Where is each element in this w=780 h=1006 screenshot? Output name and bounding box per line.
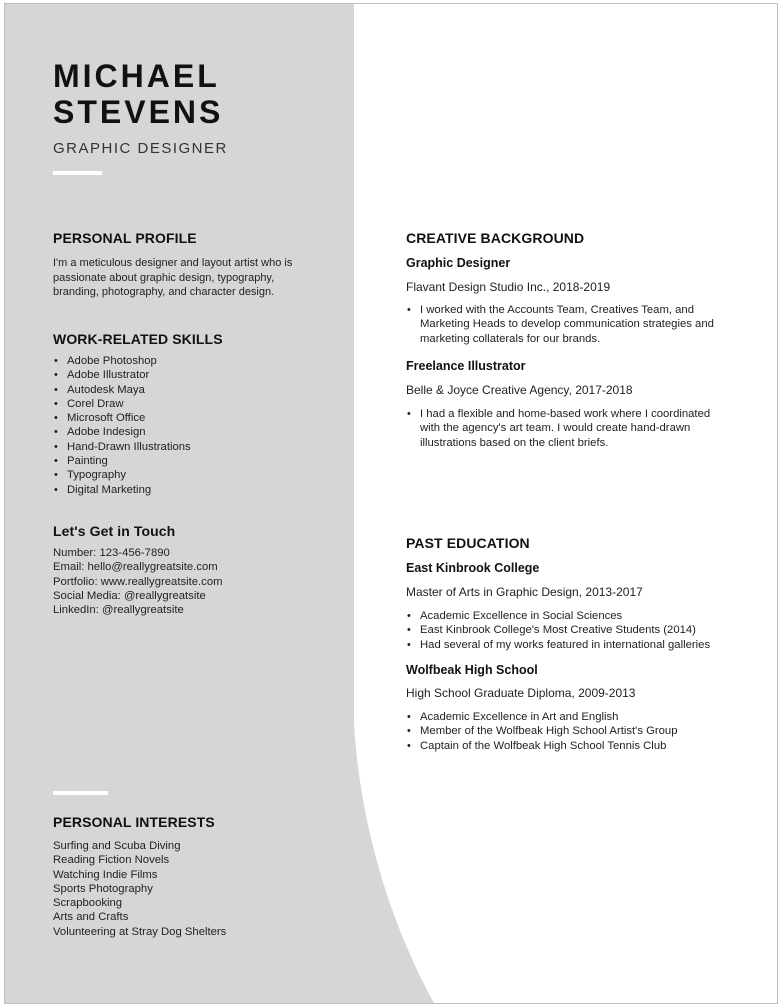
job-bullet-line: marketing collaterals for our brands. bbox=[420, 332, 601, 345]
school-achievements-1 bbox=[406, 609, 766, 652]
interest-item: Reading Fiction Novels bbox=[53, 854, 170, 867]
skill-item: • Adobe Indesign bbox=[53, 425, 343, 439]
education-heading: PAST EDUCATION bbox=[406, 535, 530, 551]
interest-item: Arts and Crafts bbox=[53, 911, 129, 924]
job-bullet-line: Marketing Heads to develop communication strategies and bbox=[420, 318, 714, 331]
profile-line: branding, photography, and character design. bbox=[53, 286, 275, 298]
skill-item: • Corel Draw bbox=[53, 397, 343, 411]
skill-item: • Microsoft Office bbox=[53, 411, 343, 425]
skill-item: • Autodesk Maya bbox=[53, 383, 343, 397]
job-title-2: Freelance Illustrator bbox=[406, 359, 526, 373]
contact-linkedin: LinkedIn: @reallygreatsite bbox=[53, 604, 184, 617]
skill-item: • Digital Marketing bbox=[53, 483, 343, 497]
school-degree-2: High School Graduate Diploma, 2009-2013 bbox=[406, 686, 636, 700]
skill-item: • Painting bbox=[53, 454, 343, 468]
job-description-2 bbox=[406, 407, 746, 450]
resume-page bbox=[4, 3, 778, 1004]
contact-social: Social Media: @reallygreatsite bbox=[53, 589, 206, 602]
header-divider bbox=[53, 171, 102, 175]
achievement-item: • Academic Excellence in Social Sciences bbox=[406, 609, 766, 623]
school-degree-1: Master of Arts in Graphic Design, 2013-2017 bbox=[406, 585, 643, 599]
job-org-1: Flavant Design Studio Inc., 2018-2019 bbox=[406, 280, 611, 294]
interest-item: Surfing and Scuba Diving bbox=[53, 840, 181, 852]
skill-item: • Adobe Illustrator bbox=[53, 368, 343, 382]
job-org-2: Belle & Joyce Creative Agency, 2017-2018 bbox=[406, 383, 633, 397]
job-bullet bbox=[406, 407, 746, 450]
contact-heading: Let's Get in Touch bbox=[53, 523, 176, 539]
interests-heading: PERSONAL INTERESTS bbox=[53, 814, 215, 830]
job-bullet-line: • I had a flexible and home-based work where I coordinated bbox=[420, 408, 711, 420]
contact-portfolio: Portfolio: www.reallygreatsite.com bbox=[53, 575, 223, 588]
interest-item: Watching Indie Films bbox=[53, 868, 158, 881]
interest-item: Sports Photography bbox=[53, 882, 153, 895]
profile-text bbox=[53, 256, 343, 300]
profile-heading: PERSONAL PROFILE bbox=[53, 230, 197, 246]
experience-heading: CREATIVE BACKGROUND bbox=[406, 230, 585, 246]
interest-item: Scrapbooking bbox=[53, 897, 123, 910]
job-description-1 bbox=[406, 303, 746, 346]
skill-item: • Typography bbox=[53, 468, 343, 482]
job-bullet-line: • I worked with the Accounts Team, Creatives Team, and bbox=[420, 304, 694, 316]
profile-line: I'm a meticulous designer and layout artist who is bbox=[53, 257, 293, 269]
skills-heading: WORK-RELATED SKILLS bbox=[53, 331, 223, 347]
skill-item: • Adobe Photoshop bbox=[53, 354, 343, 368]
interests-divider bbox=[53, 791, 108, 795]
job-title: GRAPHIC DESIGNER bbox=[53, 140, 228, 157]
achievement-item: • Academic Excellence in Art and English bbox=[406, 710, 766, 724]
contact-email: Email: hello@reallygreatsite.com bbox=[53, 561, 218, 574]
profile-line: passionate about graphic design, typography, bbox=[53, 271, 275, 284]
achievement-item: • Had several of my works featured in international galleries bbox=[406, 638, 766, 652]
skills-list bbox=[53, 354, 343, 497]
job-bullet-line: with the agency's art team. I would create hand-drawn bbox=[420, 422, 691, 435]
achievement-item: • Captain of the Wolfbeak High School Tennis Club bbox=[406, 739, 766, 753]
contact-phone: Number: 123-456-7890 bbox=[53, 547, 170, 559]
first-name: MICHAEL bbox=[53, 58, 220, 94]
job-title-1: Graphic Designer bbox=[406, 256, 511, 270]
job-bullet bbox=[406, 303, 746, 346]
job-bullet-line: illustrations based on the client briefs. bbox=[420, 436, 609, 449]
interests-list bbox=[53, 839, 343, 939]
candidate-name bbox=[53, 58, 223, 130]
school-name-2: Wolfbeak High School bbox=[406, 663, 538, 677]
school-name-1: East Kinbrook College bbox=[406, 561, 540, 575]
achievement-item: • Member of the Wolfbeak High School Artist's Group bbox=[406, 724, 766, 738]
contact-list bbox=[53, 546, 343, 617]
skill-item: • Hand-Drawn Illustrations bbox=[53, 440, 343, 454]
school-achievements-2 bbox=[406, 710, 766, 753]
interest-item: Volunteering at Stray Dog Shelters bbox=[53, 925, 227, 938]
achievement-item: • East Kinbrook College's Most Creative Students (2014) bbox=[406, 623, 766, 637]
last-name: STEVENS bbox=[53, 94, 224, 130]
